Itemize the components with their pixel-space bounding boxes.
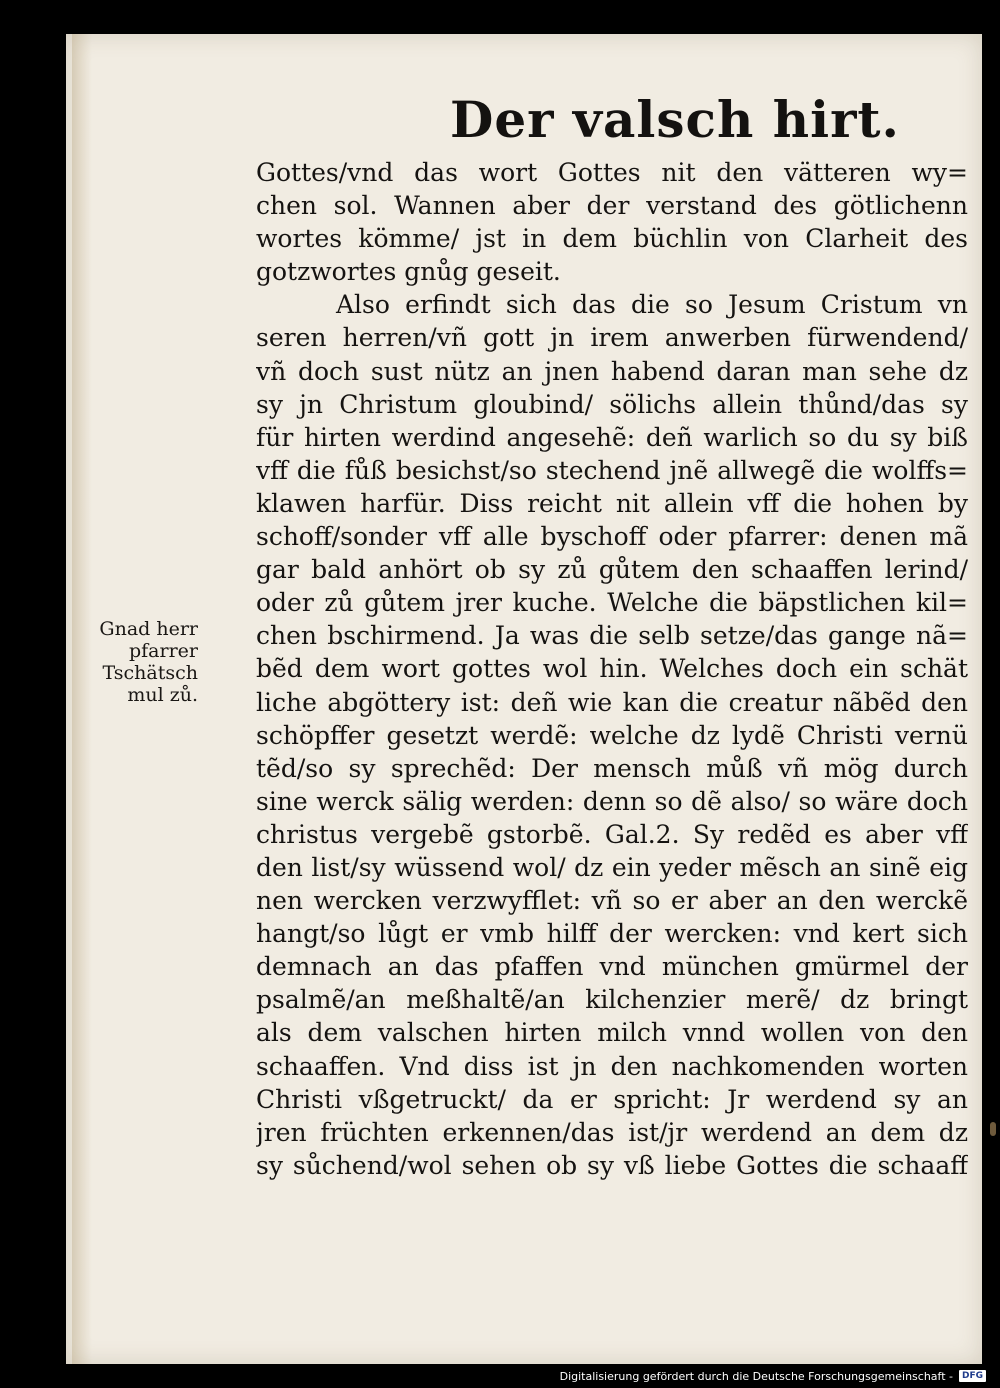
text-line: klawen harfür. Diss reicht nit allein vff die hohen by: [256, 488, 968, 518]
footer: [560, 1366, 986, 1386]
marginal-note: [70, 618, 198, 706]
text-line: psalmẽ/an meßhaltẽ/an kilchenzier merẽ/ dz bringt: [256, 985, 968, 1015]
text-line: liche abgöttery ist: deñ wie kan die creatur nãbẽd den: [256, 687, 968, 717]
text-line: oder zů gůtem jrer kuche. Welche die bäpstlichen kil=: [256, 588, 968, 618]
text-line: schoff/sonder vff alle byschoff oder pfarrer: denen mã: [256, 522, 968, 552]
marginal-note-line: pfarrer: [128, 640, 198, 662]
text-line: seren herren/vñ gott jn irem anwerben fürwendend/: [256, 323, 968, 353]
text-line: christus vergebẽ gstorbẽ. Gal.2. Sy redẽd es aber vff: [256, 819, 968, 849]
text-line: gar bald anhört ob sy zů gůtem den schaaffen lerind/: [256, 555, 968, 585]
text-line: Gottes/vnd das wort Gottes nit den vätteren wy=: [256, 158, 968, 187]
text-line: chen bschirmend. Ja was die selb setze/das gange nã=: [256, 621, 968, 651]
body-text: [256, 156, 968, 1182]
text-line: schaaffen. Vnd diss ist jn den nachkomenden worten: [256, 1051, 968, 1081]
text-line: Also erfindt sich das die so Jesum Cristum vn: [336, 290, 968, 320]
running-head: Der valsch hirt.: [450, 90, 900, 149]
marginal-note-line: Tschätsch: [102, 662, 198, 684]
text-line: sy jn Christum gloubind/ sölichs allein thůnd/das sy: [256, 389, 968, 419]
text-line: sine werck sälig werden: denn so dẽ also/ so wäre doch: [256, 786, 968, 816]
marginal-note-line: Gnad herr: [99, 618, 198, 640]
text-line: bẽd dem wort gottes wol hin. Welches doch ein schät: [256, 654, 968, 684]
text-line: den list/sy wüssend wol/ dz ein yeder mẽsch an sinẽ eig: [256, 852, 968, 882]
funding-notice: Digitalisierung gefördert durch die Deutsche Forschungsgemeinschaft -: [559, 1369, 953, 1383]
dfg-logo-icon: DFG: [959, 1370, 986, 1382]
text-line: schöpffer gesetzt werdẽ: welche dz lydẽ Christi vernü: [256, 720, 968, 750]
text-line: für hirten werdind angesehẽ: deñ warlich so du sy biß: [256, 422, 968, 452]
text-line: demnach an das pfaffen vnd münchen gmürmel der: [256, 952, 968, 982]
text-line: tẽd/so sy sprechẽd: Der mensch můß vñ mög durch: [256, 753, 968, 783]
text-line: vff die fůß besichst/so stechend jnẽ allwegẽ die wolffs=: [256, 455, 968, 485]
page-edge-mark: [990, 1122, 996, 1136]
text-line: vñ doch sust nütz an jnen habend daran man sehe dz: [256, 356, 968, 386]
text-line: sy sůchend/wol sehen ob sy vß liebe Gottes die schaaff: [256, 1150, 968, 1180]
text-line: chen sol. Wannen aber der verstand des götlichenn: [256, 191, 968, 221]
text-line: gotzwortes gnůg geseit.: [256, 257, 561, 287]
book-page: [66, 34, 982, 1364]
marginal-note-line: mul zů.: [127, 684, 198, 706]
text-line: Christi vßgetruckt/ da er spricht: Jr werdend sy an: [256, 1084, 968, 1114]
text-line: wortes kömme/ jst in dem büchlin von Clarheit des: [256, 224, 968, 254]
text-line: nen wercken verzwyfflet: vñ so er aber an den werckẽ: [256, 886, 968, 916]
text-line: jren früchten erkennen/das ist/jr werdend an dem dz: [256, 1117, 968, 1147]
text-line: hangt/so lůgt er vmb hilff der wercken: vnd kert sich: [256, 919, 968, 949]
text-line: als dem valschen hirten milch vnnd wollen von den: [256, 1018, 968, 1048]
